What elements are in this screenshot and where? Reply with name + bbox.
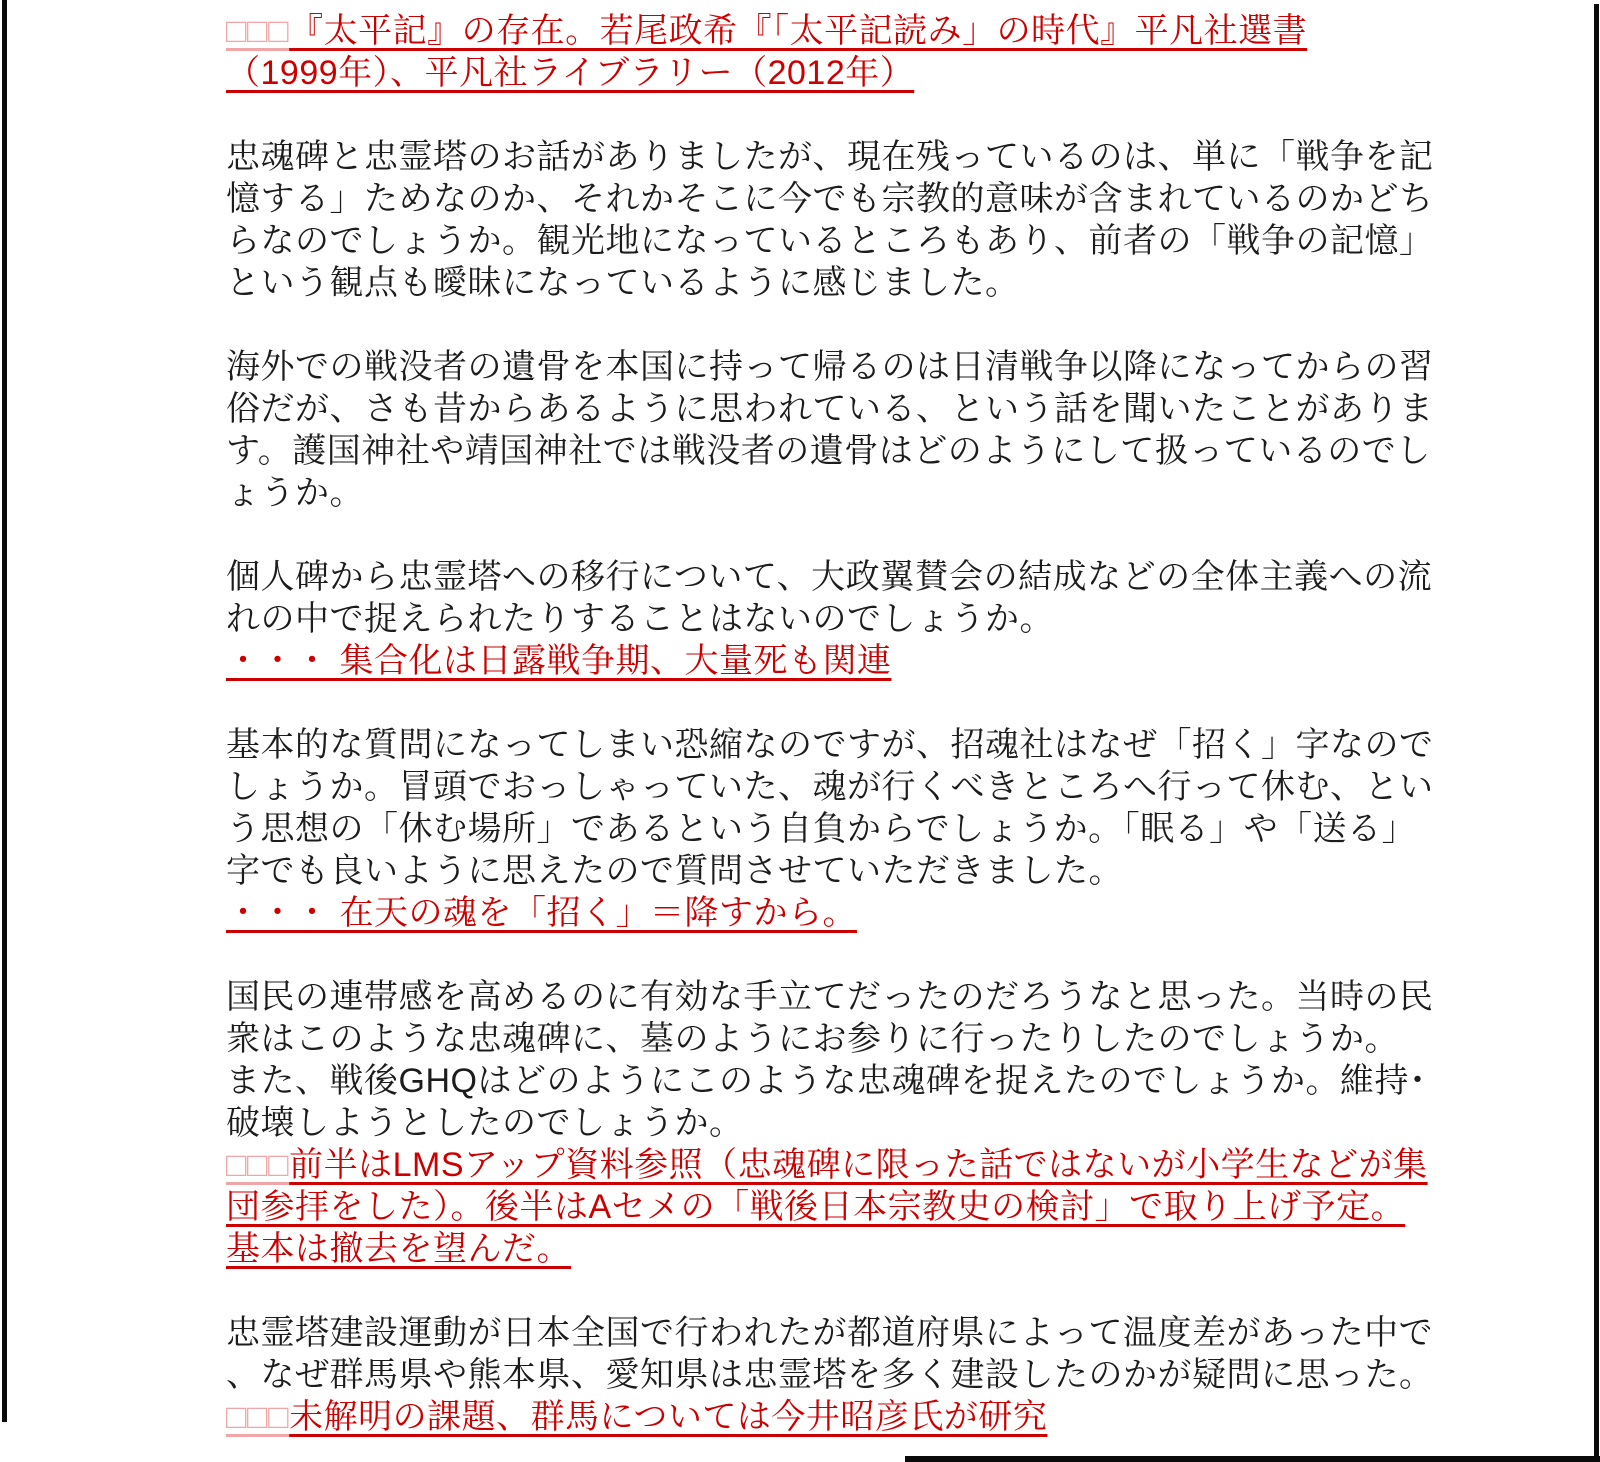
annotation-text: ・・・ 在天の魂を「招く」＝降すから。	[226, 894, 857, 932]
red-annotation-block	[226, 1144, 1426, 1270]
text-line: 破壊しようとしたのでしょうか。	[226, 1104, 744, 1142]
red-underlined-text-line	[226, 1186, 1426, 1228]
annotation-text: 前半はLMSアップ資料参照（忠魂碑に限った話ではないが小学生などが集	[289, 1146, 1428, 1184]
missing-glyph-boxes: □□□	[226, 1398, 290, 1436]
text-line: 字でも良いように思えたので質問させていただきました。	[226, 852, 1123, 890]
red-annotation-block	[226, 10, 1426, 94]
red-annotation-block	[226, 892, 1426, 934]
red-underlined-text-line	[226, 10, 1426, 52]
text-line: しょうか。冒頭でおっしゃっていた、魂が行くべきところへ行って休む、とい	[226, 768, 1434, 806]
annotation-text: 『太平記』の存在。若尾政希『「太平記読み」の時代』平凡社選書	[289, 12, 1308, 50]
paragraph	[226, 136, 1434, 304]
text-line: 衆はこのような忠魂碑に、墓のようにお参りに行ったりしたのでしょうか。	[226, 1020, 1399, 1058]
red-underlined-text-line	[226, 52, 1426, 94]
annotation-text: 未解明の課題、群馬については今井昭彦氏が研究	[289, 1398, 1048, 1436]
text-line: また、戦後GHQはどのようにこのような忠魂碑を捉えたのでしょうか。維持･	[226, 1062, 1427, 1100]
text-line: 忠霊塔建設運動が日本全国で行われたが都道府県によって温度差があった中で	[226, 1314, 1434, 1352]
red-underlined-text-line	[226, 640, 1426, 682]
red-underlined-text-line	[226, 892, 1426, 934]
paragraph	[226, 346, 1434, 514]
red-underlined-text-line	[226, 1144, 1426, 1186]
page-edge-left	[2, 0, 7, 1422]
paragraph	[226, 1312, 1434, 1396]
text-line: う思想の「休む場所」であるという自負からでしょうか。「眠る」や「送る」	[226, 810, 1417, 848]
paragraph	[226, 724, 1434, 892]
missing-glyph-boxes: □□□	[226, 1146, 290, 1184]
text-line: 憶する」ためなのか、それかそこに今でも宗教的意味が含まれているのかどち	[226, 180, 1434, 218]
text-line: れの中で捉えられたりすることはないのでしょうか。	[226, 600, 1054, 638]
text-line: 俗だが、さも昔からあるように思われている、という話を聞いたことがありま	[226, 390, 1434, 428]
annotation-text: （1999年）、平凡社ライブラリー（2012年）	[226, 54, 915, 92]
annotation-text: ・・・ 集合化は日露戦争期、大量死も関連	[226, 642, 892, 680]
text-line: 、なぜ群馬県や熊本県、愛知県は忠霊塔を多く建設したのかが疑問に思った。	[226, 1356, 1434, 1394]
page-edge-right	[1594, 4, 1599, 1462]
red-underlined-text-line	[226, 1396, 1426, 1438]
red-annotation-block	[226, 640, 1426, 682]
page-edge-bottom	[905, 1456, 1600, 1462]
red-annotation-block	[226, 1396, 1426, 1438]
missing-glyph-boxes: □□□	[226, 12, 290, 50]
annotation-text: 団参拝をした）。後半はAセメの「戦後日本宗教史の検討」で取り上げ予定。	[226, 1188, 1406, 1226]
text-line: 忠魂碑と忠霊塔のお話がありましたが、現在残っているのは、単に「戦争を記	[226, 138, 1434, 176]
text-line: す。護国神社や靖国神社では戦没者の遺骨はどのようにして扱っているのでし	[226, 432, 1431, 470]
text-line: ょうか。	[226, 474, 364, 512]
red-underlined-text-line	[226, 1228, 1426, 1270]
paragraph	[226, 976, 1434, 1144]
text-line: 海外での戦没者の遺骨を本国に持って帰るのは日清戦争以降になってからの習	[226, 348, 1434, 386]
text-line: らなのでしょうか。観光地になっているところもあり、前者の「戦争の記憶」	[226, 222, 1434, 260]
text-line: 個人碑から忠霊塔への移行について、大政翼賛会の結成などの全体主義への流	[226, 558, 1433, 596]
text-line: という観点も曖昧になっているように感じました。	[226, 264, 1020, 302]
paragraph	[226, 556, 1433, 640]
annotation-text: 基本は撤去を望んだ。	[226, 1230, 571, 1268]
text-content	[226, 10, 1434, 1438]
text-line: 基本的な質問になってしまい恐縮なのですが、招魂社はなぜ「招く」字なので	[226, 726, 1434, 764]
text-line: 国民の連帯感を高めるのに有効な手立てだったのだろうなと思った。当時の民	[226, 978, 1434, 1016]
